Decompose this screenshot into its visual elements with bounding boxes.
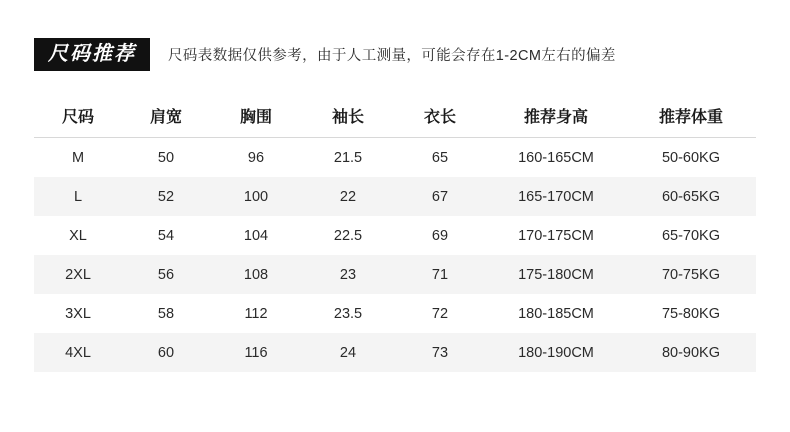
cell-shoulder: 52 <box>157 188 175 205</box>
cell-height: 160-165CM <box>518 149 594 166</box>
cell-weight: 65-70KG <box>661 227 721 244</box>
column-header-shoulder: 肩宽 <box>122 93 210 138</box>
cell-bust: 100 <box>243 188 269 205</box>
cell-height: 175-180CM <box>518 266 594 283</box>
column-header-sleeve: 袖长 <box>302 93 394 138</box>
cell-bust: 104 <box>243 227 269 244</box>
cell-sleeve: 23 <box>339 266 357 283</box>
cell-bust: 116 <box>244 344 268 361</box>
cell-sleeve: 24 <box>339 344 357 361</box>
column-header-height: 推荐身高 <box>486 93 626 138</box>
size-table-head <box>34 93 756 138</box>
cell-weight: 70-75KG <box>661 266 721 283</box>
cell-height: 165-170CM <box>518 188 594 205</box>
cell-sleeve: 22 <box>339 188 357 205</box>
cell-height: 170-175CM <box>518 227 594 244</box>
cell-length: 69 <box>431 227 449 244</box>
cell-size: XL <box>69 227 87 244</box>
table-row <box>34 294 756 333</box>
cell-size: 3XL <box>65 305 91 322</box>
cell-shoulder: 56 <box>157 266 175 283</box>
column-header-bust: 胸围 <box>210 93 302 138</box>
cell-sleeve: 21.5 <box>333 149 363 166</box>
cell-length: 65 <box>431 149 449 166</box>
cell-shoulder: 54 <box>157 227 175 244</box>
size-table <box>34 93 756 372</box>
cell-length: 72 <box>431 305 449 322</box>
cell-bust: 96 <box>247 149 265 166</box>
size-recommendation-badge: 尺码推荐 <box>34 38 150 71</box>
cell-length: 67 <box>431 188 449 205</box>
table-row <box>34 177 756 216</box>
cell-size: 2XL <box>65 266 91 283</box>
cell-weight: 60-65KG <box>661 188 721 205</box>
cell-length: 71 <box>431 266 449 283</box>
cell-size: M <box>71 149 85 166</box>
cell-size: L <box>73 188 83 205</box>
cell-weight: 80-90KG <box>661 344 721 361</box>
column-header-length: 衣长 <box>394 93 486 138</box>
table-row <box>34 255 756 294</box>
cell-shoulder: 58 <box>157 305 175 322</box>
cell-height: 180-185CM <box>518 305 594 322</box>
table-row <box>34 333 756 372</box>
size-chart-header <box>0 0 790 71</box>
table-row <box>34 138 756 178</box>
cell-shoulder: 60 <box>157 344 175 361</box>
cell-bust: 112 <box>244 305 268 322</box>
cell-shoulder: 50 <box>157 149 175 166</box>
size-table-body <box>34 138 756 373</box>
cell-height: 180-190CM <box>518 344 594 361</box>
cell-weight: 75-80KG <box>661 305 721 322</box>
cell-bust: 108 <box>243 266 269 283</box>
cell-weight: 50-60KG <box>661 149 721 166</box>
column-header-weight: 推荐体重 <box>626 93 756 138</box>
cell-sleeve: 23.5 <box>333 305 363 322</box>
cell-sleeve: 22.5 <box>333 227 363 244</box>
column-header-size: 尺码 <box>34 93 122 138</box>
size-table-container <box>34 93 756 372</box>
table-row <box>34 216 756 255</box>
size-chart-disclaimer: 尺码表数据仅供参考，由于人工测量，可能会存在1-2CM左右的偏差 <box>168 48 616 64</box>
table-header-row <box>34 93 756 138</box>
cell-length: 73 <box>431 344 449 361</box>
cell-size: 4XL <box>65 344 91 361</box>
